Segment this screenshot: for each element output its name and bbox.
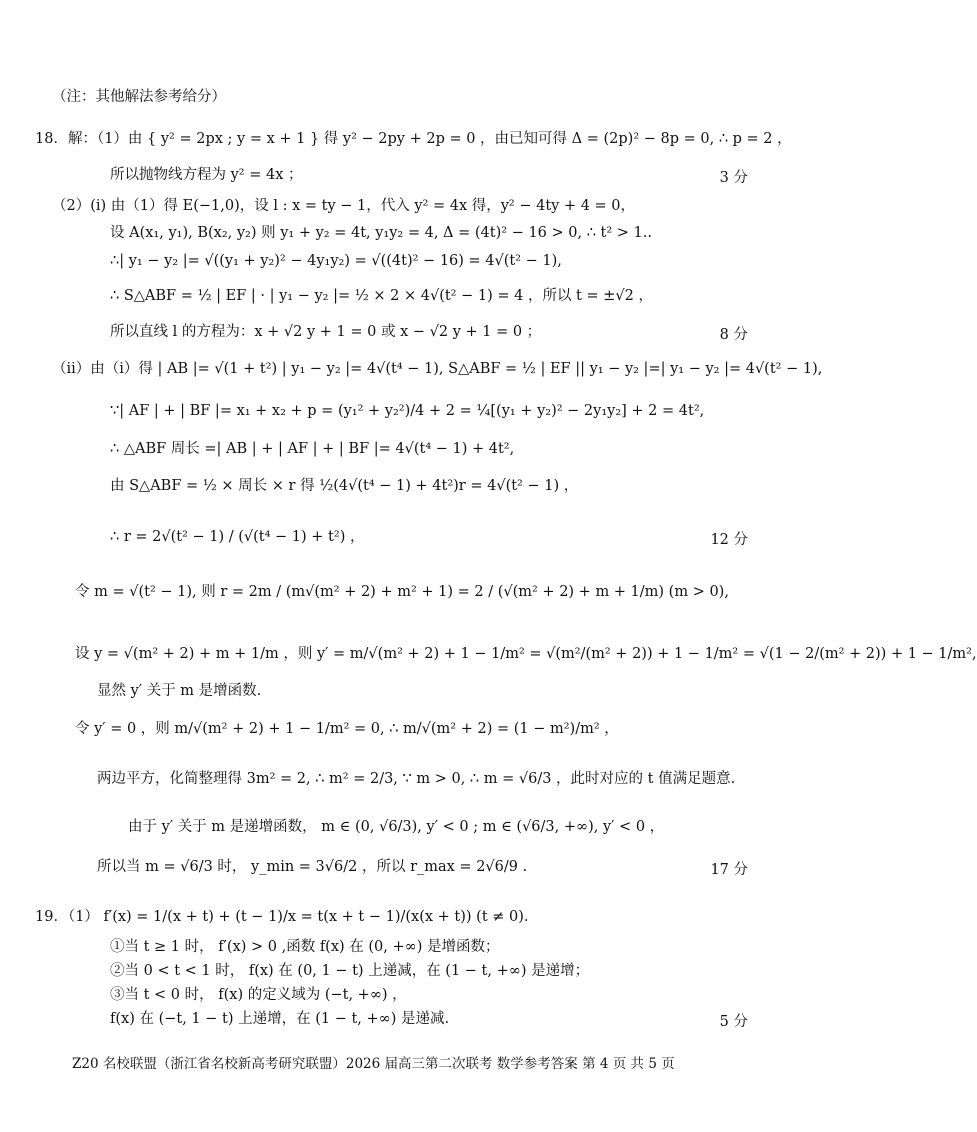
q18-zero-line: 令 y′ = 0 ，则 m/√(m² + 2) + 1 − 1/m² = 0, ∴ m/√(m² + 2) = (1 − m²)/m² ， <box>75 721 619 737</box>
q19-derivative-line: 19．（1） f′(x) = 1/(x + t) + (t − 1)/x = t(x + t − 1)/(x(x + t)) (t ≠ 0). <box>35 909 529 925</box>
score-label: 12 分 <box>710 532 748 548</box>
q19-case-line: ①当 t ≥ 1 时， f′(x) > 0 ,函数 f(x) 在 (0, +∞) 是增函数； <box>110 939 500 955</box>
score-label: 5 分 <box>719 1014 748 1030</box>
q18-interval-line: 由于 y′ 关于 m 是递增函数， m ∈ (0, √6/3), y′ < 0 ; m ∈ (√6/3, +∞), y′ < 0 ， <box>128 819 665 835</box>
q18-part2i-line: ∴| y₁ − y₂ |= √((y₁ + y₂)² − 4y₁y₂) = √((4t)² − 16) = 4√(t² − 1), <box>110 253 562 269</box>
q19-case-line: ③当 t < 0 时， f(x) 的定义域为 (−t, +∞) ， <box>110 987 407 1003</box>
q18-part2i-line: 所以直线 l 的方程为：x + √2 y + 1 = 0 或 x − √2 y + 1 = 0 ； <box>110 324 542 340</box>
q18-part2ii-line: （ii）由（i）得 | AB |= √(1 + t²) | y₁ − y₂ |= 4√(t⁴ − 1), S△ABF = ½ | EF || y₁ − y₂ |=| y₁ − y₂ |= 4√(t² − 1), <box>52 361 823 377</box>
page-footer: Z20 名校联盟（浙江省名校新高考研究联盟）2026 届高三第二次联考 数学参考答案 第 4 页 共 5 页 <box>72 1056 675 1072</box>
q18-part2ii-line: ∴ r = 2√(t² − 1) / (√(t⁴ − 1) + t²) ， <box>110 529 365 545</box>
q18-square-line: 两边平方，化简整理得 3m² = 2, ∴ m² = 2/3, ∵ m > 0, ∴ m = √6/3 ，此时对应的 t 值满足题意. <box>97 771 736 787</box>
score-label: 17 分 <box>710 862 748 878</box>
q18-part2i-line: 设 A(x₁, y₁), B(x₂, y₂) 则 y₁ + y₂ = 4t, y₁y₂ = 4, Δ = (4t)² − 16 > 0, ∴ t² > 1.. <box>110 225 652 241</box>
score-label: 3 分 <box>719 170 748 186</box>
q18-substitution-line: 令 m = √(t² − 1), 则 r = 2m / (m√(m² + 2) + m² + 1) = 2 / (√(m² + 2) + m + 1/m) (m > 0), <box>75 584 729 600</box>
q18-part2i-line: （2）(i) 由（1）得 E(−1,0)，设 l : x = ty − 1，代入 y² = 4x 得，y² − 4ty + 4 = 0， <box>52 198 636 214</box>
q18-derivative-line: 设 y = √(m² + 2) + m + 1/m ，则 y′ = m/√(m² + 2) + 1 − 1/m² = √(m²/(m² + 2)) + 1 − 1/m² = √(1 − 2/(m² + 2)) + 1 − 1/m², <box>75 646 977 662</box>
q18-parabola-equation: 所以抛物线方程为 y² = 4x ； <box>110 167 303 183</box>
q19-case-line: f(x) 在 (−t, 1 − t) 上递增，在 (1 − t, +∞) 是递减. <box>110 1011 450 1027</box>
q18-monotonic-line: 显然 y′ 关于 m 是增函数. <box>97 683 262 699</box>
q18-part2i-line: ∴ S△ABF = ½ | EF | · | y₁ − y₂ |= ½ × 2 × 4√(t² − 1) = 4 ，所以 t = ±√2 ， <box>110 288 653 304</box>
score-label: 8 分 <box>719 327 748 343</box>
q18-part2ii-line: ∴ △ABF 周长 =| AB | + | AF | + | BF |= 4√(t⁴ − 1) + 4t², <box>110 441 515 457</box>
note-text: （注：其他解法参考给分） <box>52 89 226 105</box>
q19-case-line: ②当 0 < t < 1 时， f(x) 在 (0, 1 − t) 上递减，在 (1 − t, +∞) 是递增； <box>110 963 590 979</box>
q18-part1-line: 18．解：（1）由 { y² = 2px ; y = x + 1 } 得 y² − 2py + 2p = 0 ，由已知可得 Δ = (2p)² − 8p = 0, ∴ p = 2 ， <box>35 131 792 147</box>
q18-part2ii-line: ∵| AF | + | BF |= x₁ + x₂ + p = (y₁² + y₂²)/4 + 2 = ¼[(y₁ + y₂)² − 2y₁y₂] + 2 = 4t², <box>110 403 705 419</box>
q18-part2ii-line: 由 S△ABF = ½ × 周长 × r 得 ½(4√(t⁴ − 1) + 4t²)r = 4√(t² − 1) ， <box>110 478 579 494</box>
q18-conclusion-line: 所以当 m = √6/3 时， y_min = 3√6/2 ，所以 r_max = 2√6/9 . <box>97 859 528 875</box>
